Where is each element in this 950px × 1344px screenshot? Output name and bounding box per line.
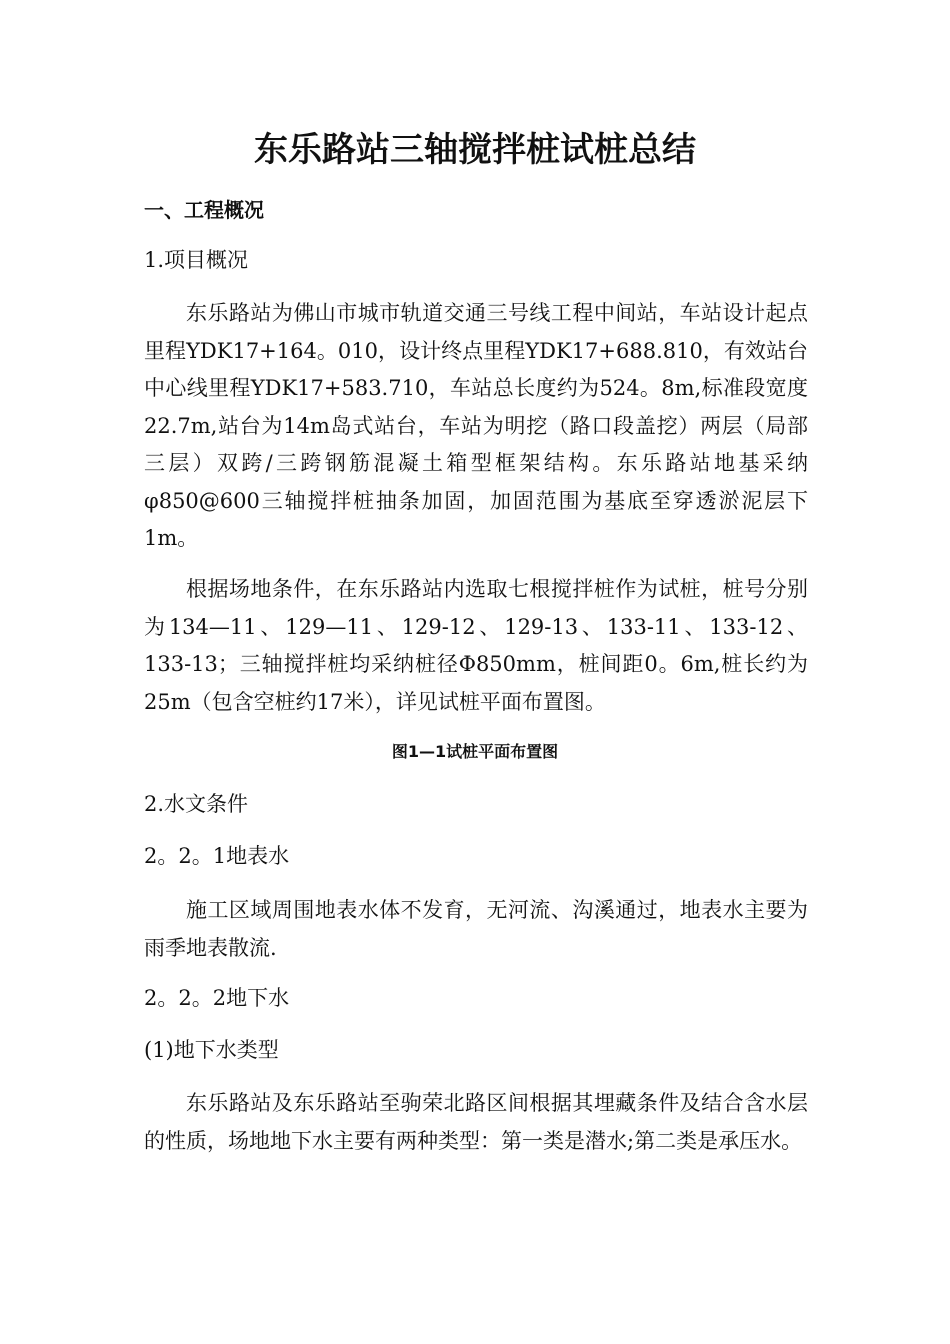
paragraph-surface-water: 施工区域周围地表水体不发育，无河流、沟溪通过，地表水主要为雨季地表散流. bbox=[144, 898, 808, 960]
subsection-heading-surface-water: 2。2。1地表水 bbox=[144, 844, 290, 868]
document-title: 东乐路站三轴搅拌桩试桩总结 bbox=[254, 130, 696, 170]
paragraph-groundwater-type: 东乐路站及东乐路站至驹荣北路区间根据其埋藏条件及结合含水层的性质，场地地下水主要有两种类型：第一类是潜水;第二类是承压水。 bbox=[144, 1091, 808, 1153]
subsection-heading-groundwater: 2。2。2地下水 bbox=[144, 986, 290, 1010]
paragraph-test-piles: 根据场地条件，在东乐路站内选取七根搅拌桩作为试桩，桩号分别为134—11、129—11、129-12、129-13、133-11、133-12、133-13；三轴搅拌桩均采纳桩径Φ850mm，桩间距0。6m,桩长约为25m（包含空桩约17米），详见试桩平面布置图。 bbox=[144, 577, 808, 714]
subsection-heading-hydrology: 2.水文条件 bbox=[144, 792, 249, 816]
paragraph-project-overview: 东乐路站为佛山市城市轨道交通三号线工程中间站，车站设计起点里程YDK17+164。010，设计终点里程YDK17+688.810，有效站台中心线里程YDK17+583.710，车站总长度约为524。8m,标准段宽度22.7m,站台为14m岛式站台，车站为明挖（路口段盖挖）两层（局部三层）双跨/三跨钢筋混凝土箱型框架结构。东乐路站地基采纳φ850@600三轴搅拌桩抽条加固，加固范围为基底至穿透淤泥层下1m。 bbox=[144, 301, 808, 550]
figure-caption: 图1—1试桩平面布置图 bbox=[391, 742, 559, 761]
subsection-heading-project-overview: 1.项目概况 bbox=[144, 248, 249, 272]
section-heading-overview: 一、工程概况 bbox=[144, 198, 264, 222]
subsection-heading-groundwater-type: (1)地下水类型 bbox=[144, 1038, 279, 1062]
